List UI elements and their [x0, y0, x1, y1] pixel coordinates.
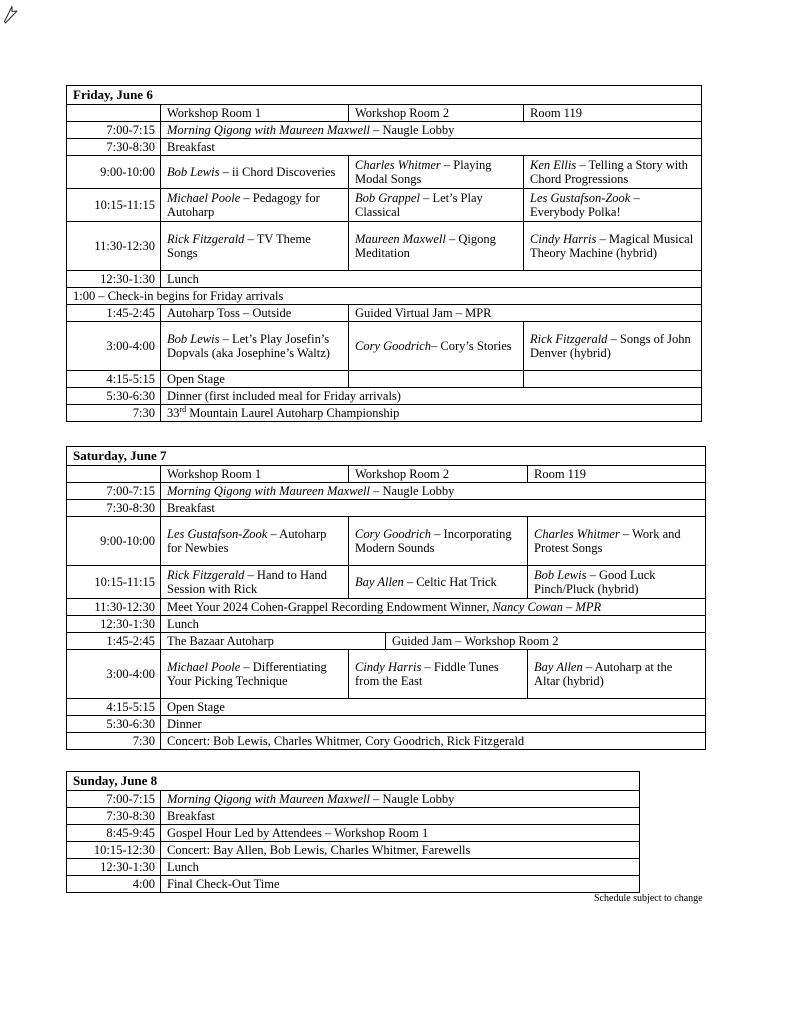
- time-cell: 8:45-9:45: [67, 825, 161, 842]
- session-title: – ii Chord Discoveries: [219, 165, 336, 179]
- event-cell: [161, 599, 706, 616]
- time-cell: 11:30-12:30: [67, 222, 161, 271]
- time-cell: 7:30-8:30: [67, 808, 161, 825]
- event-text: – Naugle Lobby: [370, 792, 455, 806]
- presenter-name: Rick Fitzgerald: [167, 568, 245, 582]
- session-cell: [161, 156, 349, 189]
- time-cell: 4:15-5:15: [67, 699, 161, 716]
- time-cell: 12:30-1:30: [67, 616, 161, 633]
- room-header: Room 119: [528, 466, 706, 483]
- saturday-title: Saturday, June 7: [67, 447, 706, 466]
- session-title: – Qigong Meditation: [355, 232, 496, 260]
- session-cell: [161, 566, 349, 599]
- session-title: – Songs of John Denver (hybrid): [530, 332, 691, 360]
- event-presenter: Morning Qigong with Maureen Maxwell: [167, 123, 370, 137]
- presenter-name: Rick Fitzgerald: [167, 232, 245, 246]
- session-cell: [349, 566, 528, 599]
- session-title: – Autoharp at the Altar (hybrid): [534, 660, 673, 688]
- session-title: – Hand to Hand Session with Rick: [167, 568, 328, 596]
- presenter-name: Bob Grappel: [355, 191, 420, 205]
- event-cell: Dinner (first included meal for Friday arrivals): [161, 388, 702, 405]
- session-cell: Guided Jam – Workshop Room 2: [386, 633, 706, 650]
- time-cell: 7:30: [67, 405, 161, 422]
- session-cell: [161, 650, 349, 699]
- session-cell: [161, 517, 349, 566]
- session-cell: [161, 322, 349, 371]
- session-title: – Autoharp for Newbies: [167, 527, 327, 555]
- presenter-name: Cory Goodrich: [355, 339, 432, 353]
- session-cell: [349, 189, 524, 222]
- presenter-name: Ken Ellis: [530, 158, 577, 172]
- session-title: – Incorporating Modern Sounds: [355, 527, 512, 555]
- time-cell: 9:00-10:00: [67, 517, 161, 566]
- event-presenter: Morning Qigong with Maureen Maxwell: [167, 792, 370, 806]
- event-cell: Final Check-Out Time: [161, 876, 640, 893]
- session-title: – TV Theme Songs: [167, 232, 311, 260]
- event-cell: Gospel Hour Led by Attendees – Workshop Room 1: [161, 825, 640, 842]
- ordinal-suffix: rd: [179, 404, 187, 414]
- session-cell: [528, 566, 706, 599]
- time-cell: 7:00-7:15: [67, 483, 161, 500]
- room-header: Room 119: [524, 105, 702, 122]
- session-cell: [524, 222, 702, 271]
- sunday-title: Sunday, June 8: [67, 772, 640, 791]
- event-presenter: Morning Qigong with Maureen Maxwell: [167, 484, 370, 498]
- session-title: – Good Luck Pinch/Pluck (hybrid): [534, 568, 656, 596]
- check-in-note: 1:00 – Check-in begins for Friday arrivals: [67, 288, 702, 305]
- time-cell: 5:30-6:30: [67, 388, 161, 405]
- presenter-name: Charles Whitmer: [534, 527, 620, 541]
- session-cell: [349, 517, 528, 566]
- time-cell: 10:15-11:15: [67, 566, 161, 599]
- session-title: – Cory’s Stories: [431, 339, 512, 353]
- event-text: Meet Your 2024 Cohen-Grappel Recording Endowment Winner,: [167, 600, 493, 614]
- empty-cell: [349, 371, 524, 388]
- saturday-schedule-table: [66, 446, 706, 750]
- session-cell: [349, 156, 524, 189]
- presenter-name: Les Gustafson-Zook: [167, 527, 268, 541]
- presenter-name: Bay Allen: [355, 575, 404, 589]
- time-cell: 7:00-7:15: [67, 791, 161, 808]
- time-cell: 1:45-2:45: [67, 305, 161, 322]
- presenter-name: Bob Lewis: [167, 165, 220, 179]
- session-title: – Let’s Play Classical: [355, 191, 483, 219]
- session-cell: [528, 650, 706, 699]
- room-header: Workshop Room 1: [161, 466, 349, 483]
- event-text: – Naugle Lobby: [370, 123, 455, 137]
- session-cell: [349, 222, 524, 271]
- event-cell: Concert: Bob Lewis, Charles Whitmer, Cory Goodrich, Rick Fitzgerald: [161, 733, 706, 750]
- event-cell: Breakfast: [161, 139, 702, 156]
- event-cell: [161, 405, 702, 422]
- session-cell: The Bazaar Autoharp: [161, 633, 386, 650]
- event-cell: Lunch: [161, 616, 706, 633]
- time-cell: 3:00-4:00: [67, 322, 161, 371]
- event-text: – Naugle Lobby: [370, 484, 455, 498]
- session-title: – Pedagogy for Autoharp: [167, 191, 320, 219]
- time-header: [67, 466, 161, 483]
- event-cell: Open Stage: [161, 699, 706, 716]
- time-cell: 10:15-11:15: [67, 189, 161, 222]
- time-cell: 12:30-1:30: [67, 271, 161, 288]
- event-cell: Lunch: [161, 859, 640, 876]
- session-title: – Celtic Hat Trick: [403, 575, 497, 589]
- time-cell: 10:15-12:30: [67, 842, 161, 859]
- session-cell: [349, 322, 524, 371]
- sunday-schedule-table: [66, 771, 640, 893]
- event-cell: Concert: Bay Allen, Bob Lewis, Charles Whitmer, Farewells: [161, 842, 640, 859]
- session-cell: [349, 650, 528, 699]
- presenter-name: Michael Poole: [167, 191, 241, 205]
- time-cell: 1:45-2:45: [67, 633, 161, 650]
- presenter-name: Les Gustafson-Zook: [530, 191, 631, 205]
- presenter-name: Cindy Harris: [355, 660, 422, 674]
- time-cell: 7:30: [67, 733, 161, 750]
- championship-number: 33: [167, 406, 180, 420]
- event-cell: [161, 791, 640, 808]
- event-cell: [161, 122, 702, 139]
- time-cell: 4:15-5:15: [67, 371, 161, 388]
- friday-title: Friday, June 6: [67, 86, 702, 105]
- presenter-name: Bob Lewis: [534, 568, 587, 582]
- session-cell: [161, 222, 349, 271]
- session-cell: [524, 322, 702, 371]
- presenter-name: Bob Lewis: [167, 332, 220, 346]
- session-cell: Guided Virtual Jam – MPR: [349, 305, 702, 322]
- presenter-name: Cindy Harris: [530, 232, 597, 246]
- presenter-name: Cory Goodrich: [355, 527, 432, 541]
- session-title: – Playing Modal Songs: [355, 158, 492, 186]
- event-cell: [161, 483, 706, 500]
- session-cell: [161, 189, 349, 222]
- event-cell: Lunch: [161, 271, 702, 288]
- time-cell: 12:30-1:30: [67, 859, 161, 876]
- event-cell: Breakfast: [161, 808, 640, 825]
- pointer-arrow-icon: [3, 5, 19, 25]
- presenter-name: Charles Whitmer: [355, 158, 441, 172]
- schedule-disclaimer: Schedule subject to change: [594, 893, 703, 904]
- session-cell: Autoharp Toss – Outside: [161, 305, 349, 322]
- session-cell: [524, 189, 702, 222]
- presenter-name: Michael Poole: [167, 660, 241, 674]
- session-cell: Open Stage: [161, 371, 349, 388]
- time-cell: 7:00-7:15: [67, 122, 161, 139]
- time-cell: 3:00-4:00: [67, 650, 161, 699]
- empty-cell: [524, 371, 702, 388]
- session-title: – Everybody Polka!: [530, 191, 640, 219]
- time-cell: 7:30-8:30: [67, 139, 161, 156]
- session-title: – Work and Protest Songs: [534, 527, 681, 555]
- session-cell: [524, 156, 702, 189]
- friday-schedule-table: [66, 85, 702, 422]
- presenter-name: Maureen Maxwell: [355, 232, 446, 246]
- session-title: – Let’s Play Josefin’s Dopvals (aka Josephine’s Waltz): [167, 332, 330, 360]
- session-cell: [528, 517, 706, 566]
- session-title: – Fiddle Tunes from the East: [355, 660, 499, 688]
- event-cell: Breakfast: [161, 500, 706, 517]
- time-cell: 7:30-8:30: [67, 500, 161, 517]
- room-header: Workshop Room 1: [161, 105, 349, 122]
- room-header: Workshop Room 2: [349, 105, 524, 122]
- time-cell: 11:30-12:30: [67, 599, 161, 616]
- session-title: – Telling a Story with Chord Progressions: [530, 158, 688, 186]
- event-cell: Dinner: [161, 716, 706, 733]
- session-title: – Magical Musical Theory Machine (hybrid): [530, 232, 694, 260]
- session-title: – Differentiating Your Picking Technique: [167, 660, 327, 688]
- time-cell: 4:00: [67, 876, 161, 893]
- event-text: Mountain Laurel Autoharp Championship: [186, 406, 400, 420]
- event-presenter: Nancy Cowan – MPR: [492, 600, 602, 614]
- room-header: Workshop Room 2: [349, 466, 528, 483]
- time-cell: 5:30-6:30: [67, 716, 161, 733]
- time-cell: 9:00-10:00: [67, 156, 161, 189]
- time-header: [67, 105, 161, 122]
- presenter-name: Bay Allen: [534, 660, 583, 674]
- presenter-name: Rick Fitzgerald: [530, 332, 608, 346]
